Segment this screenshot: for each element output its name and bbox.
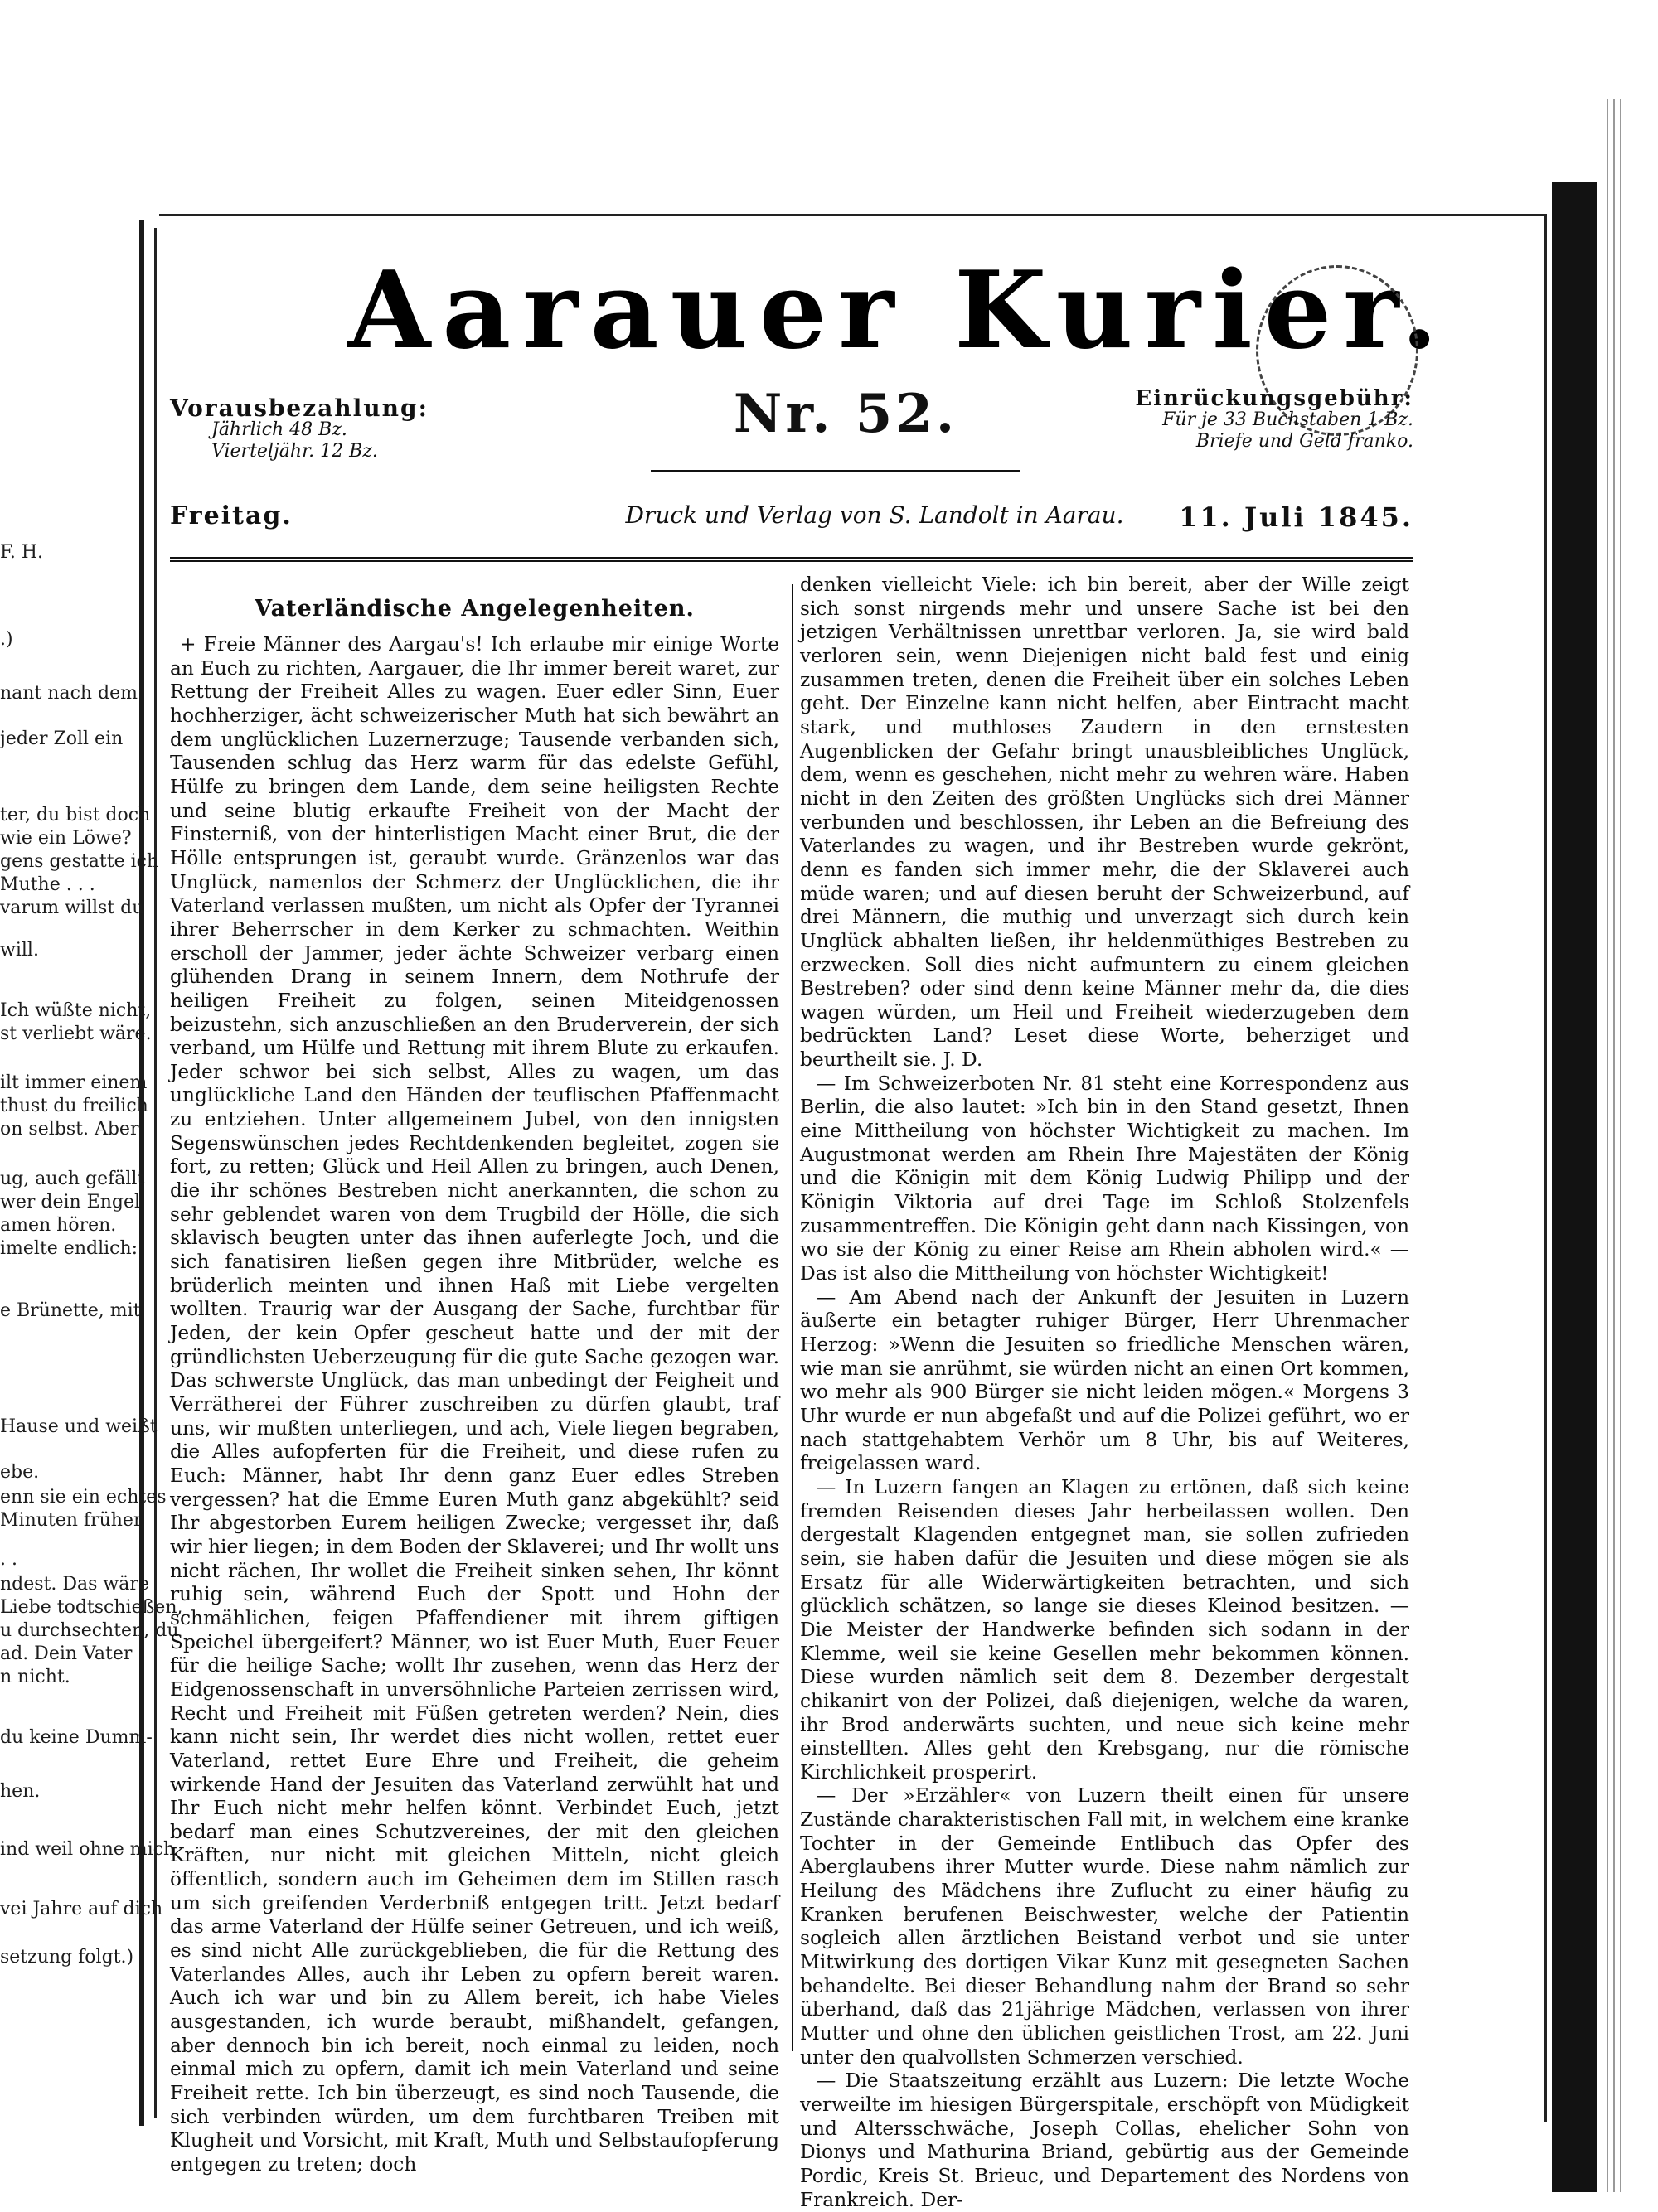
column-divider xyxy=(792,584,793,2051)
insertion-rate: Für je 33 Buchstaben 1 Bz. xyxy=(1162,409,1413,430)
left-fragment-line: ndest. Das wäre xyxy=(0,1574,149,1595)
article-paragraph: — Am Abend nach der Ankunft der Jesuiten in Luzern äußerte ein betagter ruhiger Bürger, Herr Uhrenmacher Herzog: »Wenn die Jesuiten so friedliche Menschen wären, wie man sie anrühmt, sie würden nicht an einen Ort kommen, wo mehr als 900 Bürger sie nicht leiden mögen.« Morgens 3 Uhr wurde er nun abgefaßt und auf die Polizei geführt, wo er nach stattgehabtem Verhör um 8 Uhr, bis auf Weiteres, freigelassen ward. xyxy=(800,1285,1409,1475)
left-fragment-line: ebe. xyxy=(0,1462,40,1483)
left-fragment-line: .) xyxy=(0,629,13,650)
weekday: Freitag. xyxy=(170,501,293,530)
header-double-rule xyxy=(170,557,1413,562)
issue-date: 11. Juli 1845. xyxy=(1179,501,1413,533)
masthead-rule xyxy=(651,470,1020,472)
left-page-fragment xyxy=(0,0,183,2192)
left-fragment-line: thust du freilich xyxy=(0,1096,148,1116)
article-paragraph: — Die Staatszeitung erzählt aus Luzern: Die letzte Woche verweilte im hiesigen Bürgerspitale, erschöpft von Müdigkeit und Altersschwäche, Joseph Collas, ehelicher Sohn von Dionys und Mathurina Briand, gebürtig aus der Gemeinde Pordic, Kreis St. Brieuc, und Departement des Nordens von Frankreich. Der- xyxy=(800,2069,1409,2211)
subscription-block xyxy=(170,394,485,462)
left-fragment-line: will. xyxy=(0,940,39,961)
left-fragment-line: vei Jahre auf dich xyxy=(0,1899,163,1919)
article-column-left xyxy=(170,588,779,2177)
insertion-note: Briefe und Geld franko. xyxy=(1195,431,1413,452)
left-fragment-line: ilt immer einem xyxy=(0,1072,148,1093)
left-fragment-line: amen hören. xyxy=(0,1215,117,1236)
subscription-heading: Vorausbezahlung: xyxy=(170,394,429,422)
left-fragment-line: setzung folgt.) xyxy=(0,1947,134,1968)
left-fragment-line: ad. Dein Vater xyxy=(0,1643,133,1664)
article-paragraph: — Der »Erzähler« von Luzern theilt einen für unsere Zustände charakteristischen Fall mit, in welchem eine kranke Tochter in der Gemeinde Entlibuch das Opfer des Aberglaubens ihrer Mutter wurde. Diese nahm nämlich zur Heilung des Mädchens ihre Zuflucht zu einer häufig zu Kranken berufenen Beischwester, welche der Patientin sogleich allen ärztlichen Beistand verbot und sie unter Mitwirkung des dortigen Vikar Kunz mit gesegneten Sachen behandelte. Bei dieser Behandlung nahm der Brand so sehr überhand, daß das 21jährige Mädchen, verlassen von ihrer Mutter und ohne den üblichen geistlichen Trost, am 22. Juni unter den qualvollsten Schmerzen verschied. xyxy=(800,1784,1409,2069)
left-fragment-line: e Brünette, mit xyxy=(0,1300,141,1321)
left-fragment-line: varum willst du xyxy=(0,898,144,918)
article-paragraph: + Freie Männer des Aargau's! Ich erlaube mir einige Worte an Euch zu richten, Aargauer, die Ihr immer bereit waret, zur Rettung der Freiheit Alles zu wagen. Euer edler Sinn, Euer hochherziger, ächt schweizerischer Muth hat sich bewährt an dem unglücklichen Luzernerzuge; Tausende verbanden sich, Tausenden schlug das Herz warm für das edelste Gefühl, Hülfe zu bringen dem Lande, dem seine heiligsten Rechte und seine blutig erkaufte Freiheit von der Macht der Finsterniß, von der hinterlistigen Macht einer Brut, die der Hölle entsprungen ist, geraubt wurde. Gränzenlos war das Unglück, namenlos der Schmerz der Unglücklichen, die ihr Vaterland verlassen mußten, um nicht als Opfer der Tyrannei ihrer Beherrscher in dem Kerker zu schmachten. Weithin erscholl der Jammer, jeder ächte Schweizer verbarg einen glühenden Drang in seinem Innern, dem Nothrufe der heiligen Freiheit zu folgen, seinen Miteidgenossen beizustehn, sich anzuschließen an den Bruderverein, der sich verband, um Hülfe und Rettung mit ihrem Blute zu erkaufen. Jeder schwor bei sich selbst, Alles zu wagen, um das unglückliche Land den Händen der teuflischen Pfaffenmacht zu entziehen. Unter allgemeinem Jubel, von den innigsten Segenswünschen jedes Rechtdenkenden begleitet, zogen sie fort, zu retten; Glück und Heil Allen zu bringen, auch Denen, die ihr schönes Bestreben nicht anerkannten, die schon zu sehr geblendet waren von dem Trugbild der Hölle, die sich sklavisch beugten unter das ihnen auferlegte Joch, und die sich fanatisiren ließen gegen ihre Mitbrüder, welche es brüderlich meinten und ihnen Haß mit Liebe vergelten wollten. Traurig war der Ausgang der Sache, furchtbar für Jeden, der kein Opfer gescheut hatte und der mit der gründlichsten Ueberzeugung für die gute Sache gezogen war. Das schwerste Unglück, das man unbedingt der Feigheit und Verrätherei der Führer zuschreiben zu dürfen glaubt, traf uns, wir mußten unterliegen, und ach, Viele liegen begraben, die Alles aufopferten für die Freiheit, und diese rufen zu Euch: Männer, habt Ihr denn ganz Euer edles Streben vergessen? hat die Emme Euren Muth ganz abgekühlt? seid Ihr abgestorben Eurem heiligen Zwecke; vergesset ihr, daß wir hier liegen; in dem Boden der Sklaverei; und Ihr wollt uns nicht rächen, Ihr wollet die Freiheit sinken sehen, Ihr könnt ruhig sein, während Euch der Spott und Hohn der schmählichen, feigen Pfaffendiener mit ihrem giftigen Speichel übergeifert? Männer, wo ist Euer Muth, Euer Feuer für die heilige Sache; wollt Ihr zusehen, wenn das Herz der Eidgenossenschaft in unversöhnliche Parteien zerrissen wird, Recht und Freiheit mit Füßen getreten werden? Nein, dies kann nicht sein, Ihr werdet dies nicht wollen, rettet euer Vaterland, rettet Eure Ehre und Freiheit, die geheim wirkende Hand der Jesuiten das Vaterland zerwühlt hat und Ihr Euch nicht mehr helfen könnt. Verbindet Euch, jetzt bedarf man eines Schutzvereines, der mit den gleichen Kräften, nur nicht mit gleichen Mitteln, nicht gleich öffentlich, sondern auch im Geheimen dem im Stillen rasch um sich greifenden Verderbniß entgegen tritt. Jetzt bedarf das arme Vaterland der Hülfe seiner Getreuen, und ich weiß, es sind nicht Alle zurückgeblieben, die für die Rettung des Vaterlandes Alles, auch ihr Leben zu opfern bereit waren. Auch ich war und bin zu Allem bereit, ich habe Vieles ausgestanden, ich wurde beraubt, mißhandelt, gefangen, aber dennoch bin ich bereit, noch einmal zu leiden, noch einmal mich zu opfern, damit ich mein Vaterland und seine Freiheit rette. Ich bin überzeugt, es sind noch Tausende, die sich verbinden würden, um dem furchtbaren Treiben mit Klugheit und Vorsicht, mit Kraft, Muth und Selbstaufopferung entgegen zu treten; doch xyxy=(170,633,779,2176)
left-fragment-line: on selbst. Aber xyxy=(0,1119,139,1140)
left-fragment-line: ind weil ohne mich xyxy=(0,1839,176,1860)
left-fragment-line: hen. xyxy=(0,1781,41,1802)
left-fragment-line: jeder Zoll ein xyxy=(0,728,124,749)
insertion-fee-block xyxy=(1098,388,1413,453)
subscription-yearly: Jährlich 48 Bz. xyxy=(211,419,347,440)
subscription-quarterly: Vierteljähr. 12 Bz. xyxy=(211,441,378,462)
section-heading: Vaterländische Angelegenheiten. xyxy=(255,596,695,622)
gutter-line-inner xyxy=(154,228,157,2118)
left-fragment-line: wie ein Löwe? xyxy=(0,828,132,849)
left-fragment-line: imelte endlich: xyxy=(0,1238,138,1259)
left-fragment-line: F. H. xyxy=(0,542,44,563)
left-fragment-line: Ich wüßte nicht, xyxy=(0,1000,152,1021)
page-edges xyxy=(1604,99,1621,2192)
left-fragment-line: enn sie ein echtes xyxy=(0,1487,167,1508)
book-spine-shadow xyxy=(1552,182,1597,2192)
left-fragment-line: du keine Dumm- xyxy=(0,1727,153,1748)
article-paragraph: — In Luzern fangen an Klagen zu ertönen, daß sich keine fremden Reisenden dieses Jahr herbeilassen wollen. Den dergestalt Klagenden entgegnet man, sie sollen zufrieden sein, sie haben dafür die Jesuiten und diese mögen sie als Ersatz für alle Widerwärtigkeiten betrachten, und sich glücklich schätzen, so lange sie dieses Kleinod besitzen. — Die Meister der Handwerke befinden sich sodann in der Klemme, weil sie keine Gesellen mehr bekommen können. Diese wurden nämlich seit dem 8. Dezember dergestalt chikanirt von der Polizei, daß diejenigen, welche da waren, ihr Brod anderwärts suchten, und neue sich keine mehr einstellten. Alles geht den Krebsgang, nur die römische Kirchlichkeit prosperirt. xyxy=(800,1475,1409,1784)
insertion-heading: Einrückungsgebühr: xyxy=(1135,386,1413,411)
left-fragment-line: st verliebt wäre. xyxy=(0,1024,152,1044)
left-fragment-line: Hause und weißt xyxy=(0,1416,158,1437)
left-fragment-line: n nicht. xyxy=(0,1667,70,1687)
article-paragraph: denken vielleicht Viele: ich bin bereit, aber der Wille zeigt sich sonst nirgends mehr und unsere Sache ist bei den jetzigen Verhältnissen unrettbar verloren. Ja, sie wird bald verloren sein, wenn Diejenigen nicht bald fest und einig zusammen treten, denen die Freiheit über ein solches Leben geht. Der Einzelne kann nicht helfen, aber Eintracht macht stark, und muthloses Zaudern in den ernstesten Augenblicken der Gefahr bringt unausbleibliches Unglück, dem, wenn es geschehen, nicht mehr zu wehren wäre. Haben nicht in den Zeiten des größten Unglücks sich drei Männer verbunden und beschlossen, ihr Leben an die Befreiung des Vaterlandes zu wagen, und ihr Bestreben wurde gekrönt, denn es fanden sich immer mehr, die der Sklaverei auch müde waren; und auf diesen beruht der Schweizerbund, auf drei Männern, die muthig und unverzagt sich durch kein Unglück abhalten ließen, ihr heldenmüthiges Bestreben zu erzwecken. Soll dies nicht aufmuntern zu einem gleichen Bestreben? oder sind denn keine Männer mehr da, die dies wagen würden, um Heil und Freiheit wiederzugeben dem bedrückten Land? Leset diese Worte, beherziget und beurtheilt sie. J. D. xyxy=(800,574,1409,1072)
dateline xyxy=(170,501,1413,535)
left-fragment-line: ter, du bist doch xyxy=(0,805,151,825)
left-fragment-line: wer dein Engel xyxy=(0,1192,141,1212)
left-fragment-line: nant nach dem xyxy=(0,683,138,704)
left-fragment-line: Minuten früher, xyxy=(0,1510,147,1531)
newspaper-title: Aarauer Kurier. xyxy=(348,249,1450,373)
left-fragment-line: ug, auch gefällt xyxy=(0,1169,145,1189)
issue-number: Nr. 52. xyxy=(733,383,958,445)
left-fragment-line: Muthe . . . xyxy=(0,874,95,895)
left-fragment-line: . . xyxy=(0,1549,17,1570)
left-fragment-line: gens gestatte ich xyxy=(0,851,159,872)
article-paragraph: — Im Schweizerboten Nr. 81 steht eine Korrespondenz aus Berlin, die also lautet: »Ich bin in den Stand gesetzt, Ihnen eine Mittheilung von höchster Wichtigkeit zu machen. Im Augustmonat werden am Rhein Ihre Majestäten der König und die Königin mit dem König Ludwig Philipp und der Königin Viktoria auf drei Tage im Schloß Stolzenfels zusammentreffen. Die Königin geht dann nach Kissingen, von wo sie der König zu einer Reise am Rhein abholen wird.« — Das ist also die Mittheilung von höchster Wichtigkeit! xyxy=(800,1072,1409,1285)
article-column-right xyxy=(800,574,1409,2212)
left-fragment-line: Liebe todtschießen, xyxy=(0,1597,183,1618)
left-fragment-line: u durchsechten, du xyxy=(0,1620,179,1641)
imprint: Druck und Verlag von S. Landolt in Aarau. xyxy=(625,501,1124,529)
